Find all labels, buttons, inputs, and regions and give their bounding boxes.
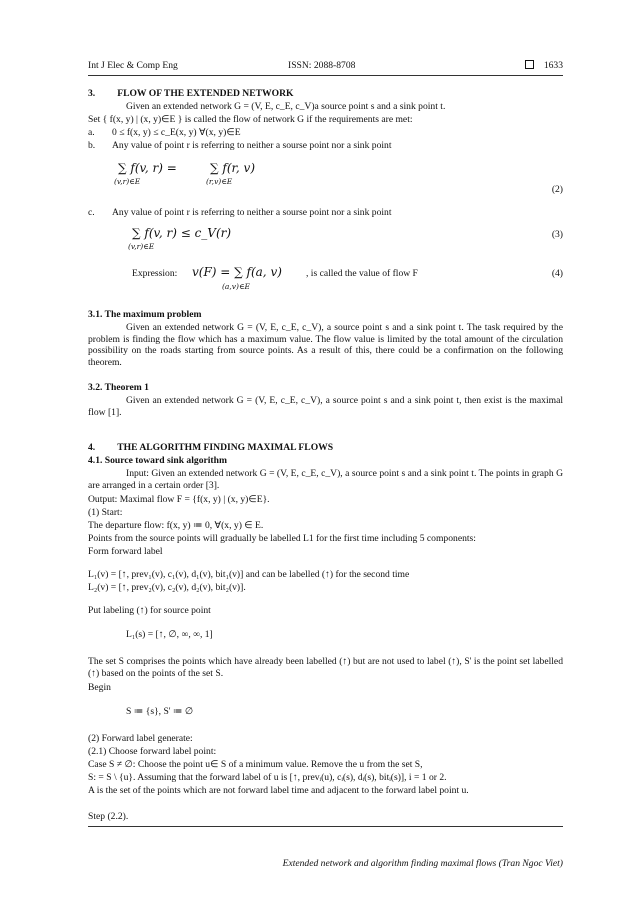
running-header	[88, 60, 563, 74]
section-3-1-heading: 3.1. The maximum problem	[88, 309, 202, 320]
page-number: 1633	[543, 60, 563, 71]
set-a-description: A is the set of the points which are not forward label time and adjacent to the forward label point u.	[88, 785, 469, 796]
begin: Begin	[88, 682, 111, 693]
equation-3: ∑ f(v, r) ≤ c_V(r)	[132, 226, 232, 240]
set-remove: S: = S \ {u}. Assuming that the forward label of u is [↑, prevᵢ(u), cᵢ(s), dᵢ(s), bitᵢ(s)], i = 1 or 2.	[88, 772, 447, 783]
equation-3-number: (3)	[551, 229, 563, 240]
equation-2-right-sub: (r,v)∈E	[206, 177, 233, 186]
section-3-heading: 3. FLOW OF THE EXTENDED NETWORK	[88, 88, 294, 99]
points-labelled: Points from the source points will gradually be labelled L1 for the first time including 5 components:	[88, 533, 476, 544]
equation-4-sub: (a,v)∈E	[222, 282, 250, 291]
case-nonempty: Case S ≠ ∅: Choose the point u∈ S of a minimum value. Remove the u from the set S,	[88, 759, 423, 770]
step-2-2-ref: Step (2.2).	[88, 811, 129, 822]
algorithm-output: Output: Maximal flow F = {f(x, y) | (x, y)∈E}.	[88, 494, 270, 505]
step-2-1: (2.1) Choose forward label point:	[88, 746, 217, 757]
section-3-1-paragraph: Given an extended network G = (V, E, c_E, c_V), a source point s and a sink point t. The task required by the problem is finding the flow which has a maximum value. The flow value is limited by the total amount of the circulation possibility on the roads starting from source points. As a result of this, there could be a confirmation on the following theorem.	[88, 322, 563, 368]
paper-page	[88, 0, 563, 902]
equation-4-number: (4)	[551, 268, 563, 279]
issn: ISSN: 2088-8708	[288, 60, 356, 71]
running-footer: Extended network and algorithm finding maximal flows (Tran Ngoc Viet)	[282, 858, 563, 869]
equation-2-number: (2)	[551, 184, 563, 195]
equation-4: v(F) = ∑ f(a, v)	[192, 265, 282, 279]
set-assign: S ≔ {s}, S' ≔ ∅	[126, 706, 194, 717]
footer-rule	[88, 826, 563, 827]
label-l2: L₂(v) = [↑, prev₂(v), c₂(v), d₂(v), bit₂(v)].	[88, 582, 246, 593]
equation-2-left-sub: (v,r)∈E	[114, 177, 141, 186]
condition-b: b. Any value of point r is referring to neither a sourse point nor a sink point	[88, 140, 392, 151]
label-l1: L₁(v) = [↑, prev₁(v), c₁(v), d₁(v), bit₁(v)] and can be labelled (↑) for the second time	[88, 569, 410, 580]
equation-2-left: ∑ f(v, r) =	[118, 161, 177, 175]
section-3-set-line: Set { f(x, y) | (x, y)∈E } is called the flow of network G if the requirements are met:	[88, 114, 413, 125]
condition-c: c. Any value of point r is referring to neither a sourse point nor a sink point	[88, 207, 392, 218]
section-3-intro: Given an extended network G = (V, E, c_E, c_V)a source point s and a sink point t.	[126, 101, 446, 112]
step-1-start: (1) Start:	[88, 507, 123, 518]
put-labeling: Put labeling (↑) for source point	[88, 605, 211, 616]
step-2: (2) Forward label generate:	[88, 733, 193, 744]
section-4-1-heading: 4.1. Source toward sink algorithm	[88, 455, 227, 466]
form-forward-label: Form forward label	[88, 546, 163, 557]
equation-4-suffix: , is called the value of flow F	[306, 268, 418, 279]
section-3-2-paragraph: Given an extended network G = (V, E, c_E, c_V), a source point s and a sink point t, then exist is the maximal flow [1].	[88, 395, 563, 418]
checkbox-icon	[525, 60, 534, 69]
section-3-2-heading: 3.2. Theorem 1	[88, 382, 149, 393]
journal-name: Int J Elec & Comp Eng	[88, 60, 178, 71]
set-s-description: The set S comprises the points which have already been labelled (↑) but are not used to label (↑), S' is the point set labelled (↑) based on the points of the set S.	[88, 656, 563, 679]
algorithm-input: Input: Given an extended network G = (V, E, c_E, c_V), a source point s and a sink point t. The points in graph G are arranged in a certain order [3].	[88, 468, 563, 491]
equation-4-prefix: Expression:	[132, 268, 178, 279]
departure-flow: The departure flow: f(x, y) ≔ 0, ∀(x, y) ∈ E.	[88, 520, 264, 531]
header-rule	[88, 75, 563, 76]
label-l1-source: L₁(s) = [↑, ∅, ∞, ∞, 1]	[126, 629, 213, 640]
condition-a: a. 0 ≤ f(x, y) ≤ c_E(x, y) ∀(x, y)∈E	[88, 127, 241, 138]
equation-2-right: ∑ f(r, v)	[210, 161, 256, 175]
equation-3-sub: (v,r)∈E	[128, 242, 155, 251]
section-4-heading: 4. THE ALGORITHM FINDING MAXIMAL FLOWS	[88, 442, 334, 453]
